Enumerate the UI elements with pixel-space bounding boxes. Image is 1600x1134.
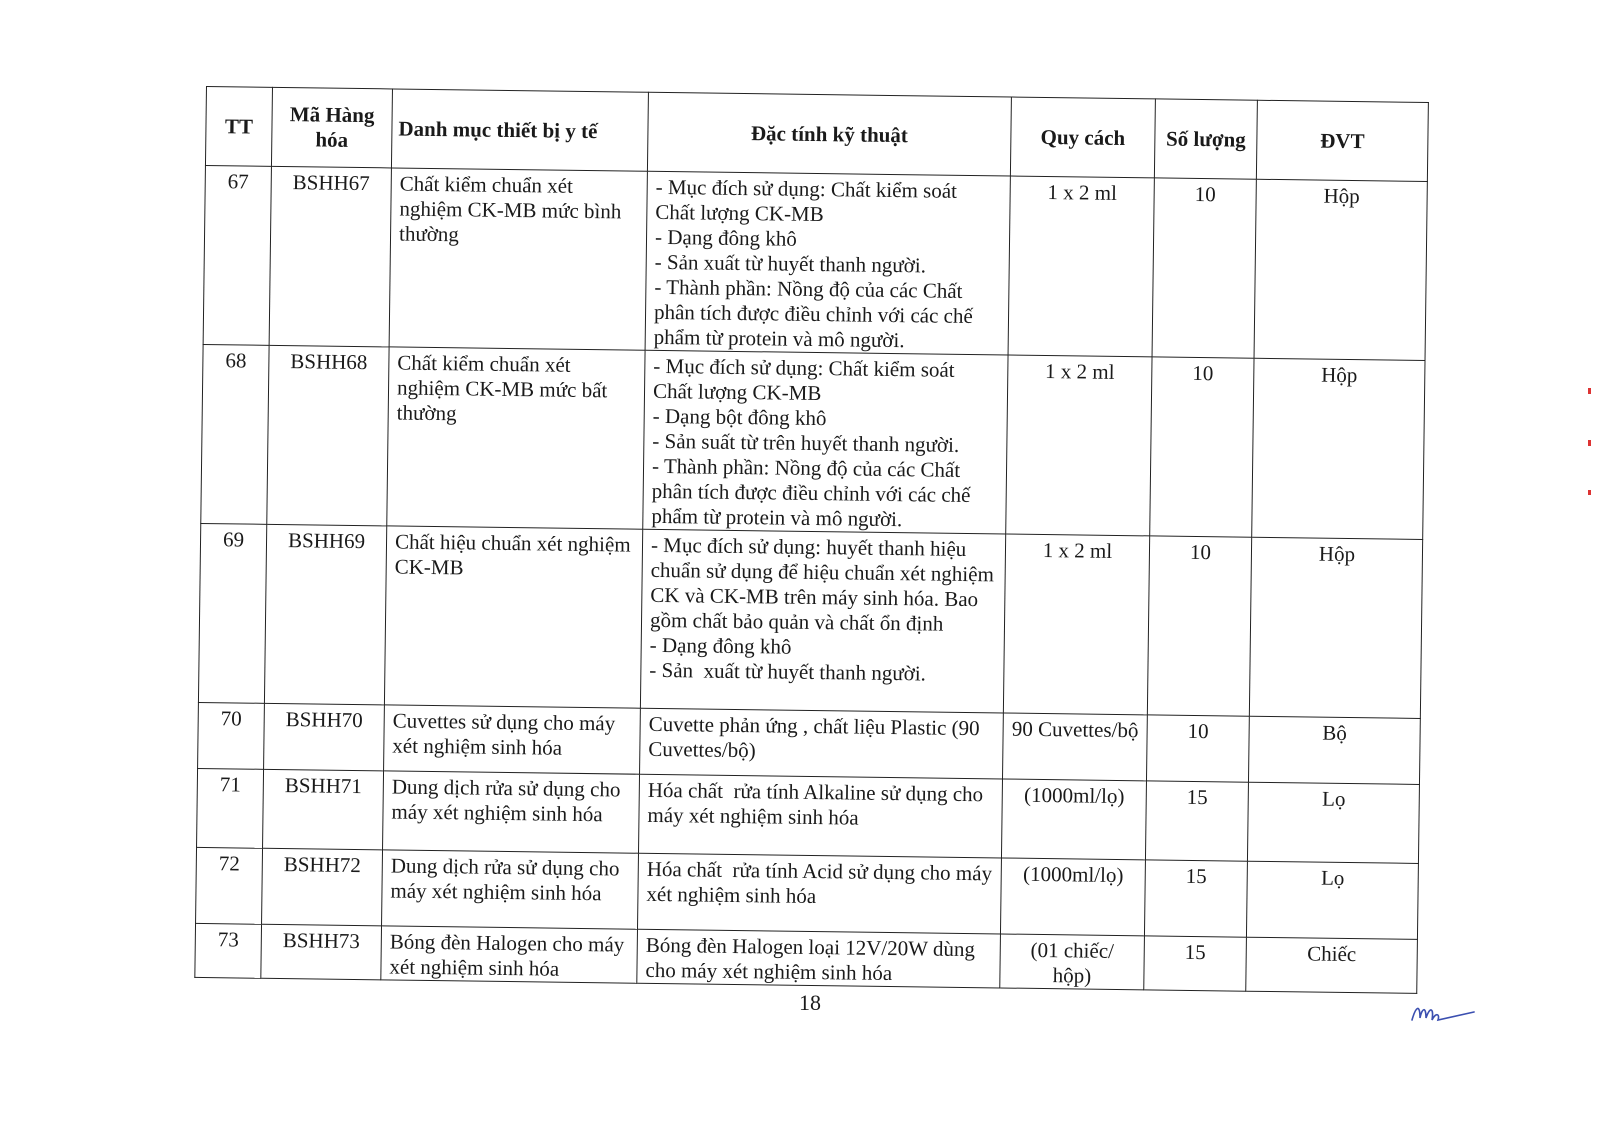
- cell-category: Bóng đèn Halogen cho máy xét nghiệm sinh hóa: [381, 926, 638, 983]
- header-code: [271, 87, 392, 168]
- cell-packaging: (1000ml/lọ): [1001, 779, 1146, 860]
- spec-line: - Thành phần: Nồng độ của các Chất phân tích được điều chỉnh với các chế phẩm từ protein và mô người.: [653, 274, 979, 353]
- cell-packaging: 1 x 2 ml: [1006, 355, 1152, 536]
- spec-line: - Thành phần: Nồng độ của các Chất phân tích được điều chỉnh với các chế phẩm từ protein và mô người.: [651, 453, 976, 532]
- cell-quantity: 10: [1152, 178, 1256, 358]
- table-row: [201, 344, 1425, 539]
- cell-tt: 70: [198, 702, 265, 769]
- cell-packaging: 1 x 2 ml: [1008, 176, 1154, 357]
- cell-code: BSHH68: [267, 345, 389, 526]
- edge-mark: [1588, 490, 1591, 495]
- cell-quantity: 10: [1146, 715, 1249, 782]
- spec-line: Cuvette phản ứng , chất liệu Plastic (90 Cuvettes/bộ): [648, 711, 986, 763]
- cell-tt: 73: [195, 923, 262, 978]
- cell-specs: [645, 171, 1010, 355]
- header-packaging: Quy cách: [1010, 97, 1155, 178]
- cell-category: Chất hiệu chuẩn xét nghiệm CK-MB: [384, 526, 642, 708]
- spec-line: - Dạng đông khô: [649, 632, 792, 659]
- edge-mark: [1588, 388, 1591, 394]
- cell-unit: Bộ: [1248, 716, 1420, 784]
- spec-line: Bóng đèn Halogen loại 12V/20W dùng cho máy xét nghiệm sinh hóa: [645, 932, 981, 986]
- header-tt: TT: [205, 87, 272, 167]
- cell-unit: Chiếc: [1246, 937, 1418, 993]
- equipment-table-wrapper: [194, 86, 1428, 994]
- cell-tt: 71: [197, 768, 264, 848]
- spec-line: - Mục đích sử dụng: Chất kiểm soát Chất lượng CK-MB: [655, 174, 963, 227]
- cell-unit: Hộp: [1254, 179, 1427, 360]
- cell-specs: [643, 350, 1008, 534]
- cell-quantity: 15: [1144, 860, 1247, 937]
- cell-packaging: 90 Cuvettes/bộ: [1002, 713, 1147, 781]
- spec-line: - Sản xuất từ huyết thanh người.: [649, 657, 927, 686]
- spec-line: - Dạng đông khô: [654, 224, 797, 251]
- table-row: [198, 523, 1422, 718]
- equipment-table: [194, 86, 1429, 994]
- cell-packaging: 1 x 2 ml: [1003, 534, 1149, 715]
- cell-code: BSHH72: [262, 848, 383, 926]
- spec-line: - Sản suất từ trên huyết thanh người.: [652, 428, 960, 457]
- cell-category: Chất kiểm chuẩn xét nghiệm CK-MB mức bình thường: [389, 168, 647, 350]
- cell-code: BSHH67: [269, 166, 391, 347]
- signature-initials-icon: [1408, 998, 1478, 1028]
- cell-quantity: 10: [1150, 357, 1254, 537]
- cell-code: BSHH69: [264, 524, 386, 705]
- page-number: 18: [799, 990, 821, 1015]
- cell-unit: Hộp: [1249, 537, 1422, 718]
- header-category: Danh mục thiết bị y tế: [391, 89, 648, 171]
- cell-quantity: 15: [1145, 781, 1248, 861]
- cell-category: Dung dịch rửa sử dụng cho máy xét nghiệm sinh hóa: [383, 771, 640, 853]
- cell-unit: Lọ: [1247, 782, 1419, 863]
- header-unit: ĐVT: [1256, 100, 1428, 181]
- cell-unit: Lọ: [1246, 861, 1418, 939]
- cell-code: BSHH71: [263, 769, 384, 850]
- cell-category: Chất kiểm chuẩn xét nghiệm CK-MB mức bất thường: [387, 347, 645, 529]
- header-quantity: Số lượng: [1154, 99, 1257, 179]
- spec-line: - Mục đích sử dụng: huyết thanh hiệu chuẩn sử dụng để hiệu chuẩn xét nghiệm CK và CK-MB trên máy sinh hóa. Bao gồm chất bảo quản và chất ổn định: [649, 532, 1000, 636]
- spec-line: Hóa chất rửa tính Alkaline sử dụng cho máy xét nghiệm sinh hóa: [647, 777, 989, 830]
- cell-tt: 68: [201, 344, 269, 524]
- cell-tt: 69: [198, 523, 266, 703]
- edge-mark: [1588, 440, 1591, 446]
- cell-specs: [637, 853, 1001, 934]
- header-specs: Đặc tính kỹ thuật: [647, 92, 1011, 176]
- cell-specs: [638, 774, 1002, 858]
- cell-tt: 67: [203, 165, 271, 345]
- cell-code: BSHH70: [264, 703, 385, 771]
- cell-specs: [637, 929, 1001, 988]
- spec-line: - Dạng bột đông khô: [652, 403, 827, 431]
- cell-packaging: (01 chiếc/ hộp): [1000, 934, 1145, 990]
- cell-specs: [640, 708, 1004, 779]
- cell-category: Cuvettes sử dụng cho máy xét nghiệm sinh hóa: [384, 705, 641, 774]
- spec-line: Hóa chất rửa tính Acid sử dụng cho máy xét nghiệm sinh hóa: [646, 856, 998, 909]
- cell-packaging: (1000ml/lọ): [1000, 858, 1145, 936]
- header-code-line2: hóa: [315, 127, 349, 152]
- cell-code: BSHH73: [261, 924, 382, 980]
- cell-category: Dung dịch rửa sử dụng cho máy xét nghiệm sinh hóa: [382, 850, 639, 929]
- cell-tt: 72: [196, 847, 263, 924]
- cell-specs: [640, 529, 1005, 713]
- cell-quantity: 10: [1147, 536, 1251, 716]
- cell-unit: Hộp: [1252, 358, 1425, 539]
- cell-quantity: 15: [1144, 936, 1247, 991]
- header-code-line1: Mã Hàng: [289, 102, 375, 128]
- spec-line: - Mục đích sử dụng: Chất kiểm soát Chất lượng CK-MB: [652, 353, 961, 406]
- spec-line: - Sản xuất từ huyết thanh người.: [654, 249, 927, 278]
- table-row: [203, 165, 1427, 360]
